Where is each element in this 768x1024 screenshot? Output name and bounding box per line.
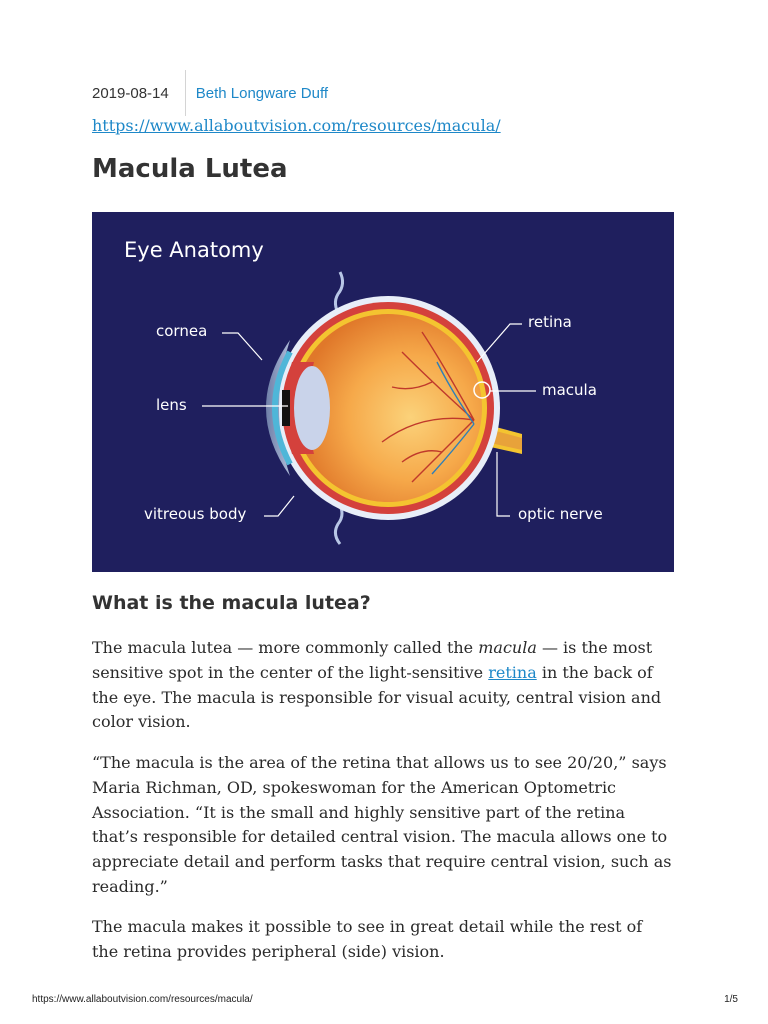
page-title: Macula Lutea <box>92 154 288 184</box>
paragraph-1 <box>92 636 672 735</box>
label-macula: macula <box>542 381 597 399</box>
label-cornea: cornea <box>156 322 208 340</box>
footer-url: https://www.allaboutvision.com/resources/macula/ <box>32 994 253 1005</box>
p1-emphasis: macula <box>478 638 537 657</box>
p1-text-c: in the back of the eye. The macula is responsible for visual acuity, central vision and color vision. <box>92 662 662 732</box>
p1-text-a: The macula lutea — more commonly called the <box>92 638 479 657</box>
footer-page-number: 1/5 <box>724 994 738 1005</box>
eye-anatomy-figure <box>92 212 674 572</box>
label-optic-nerve: optic nerve <box>518 505 603 523</box>
paragraph-3: The macula makes it possible to see in great detail while the rest of the retina provides peripheral (side) vision. <box>92 917 643 961</box>
label-retina: retina <box>528 313 572 331</box>
label-lens: lens <box>156 396 187 414</box>
label-vitreous-body: vitreous body <box>144 505 247 523</box>
publish-date: 2019-08-14 <box>92 84 169 102</box>
figure-title: Eye Anatomy <box>124 238 264 262</box>
lens-shape <box>294 366 330 450</box>
article-meta <box>92 70 328 116</box>
p1-text-b: — is the most sensitive spot in the center of the light-sensitive <box>92 638 653 682</box>
source-url-link[interactable]: https://www.allaboutvision.com/resources/macula/ <box>92 116 501 135</box>
section-heading: What is the macula lutea? <box>92 592 371 614</box>
retina-link[interactable]: retina <box>488 662 537 682</box>
author-link[interactable]: Beth Longware Duff <box>195 84 329 102</box>
paragraph-2: “The macula is the area of the retina that allows us to see 20/20,” says Maria Richman, OD, spokeswoman for the American Optometric Association. “It is the small and highly sensitive part of the retina that’s responsible for detailed central vision. The macula allows one to appreciate detail and perform tasks that require central vision, such as reading.” <box>92 753 672 896</box>
